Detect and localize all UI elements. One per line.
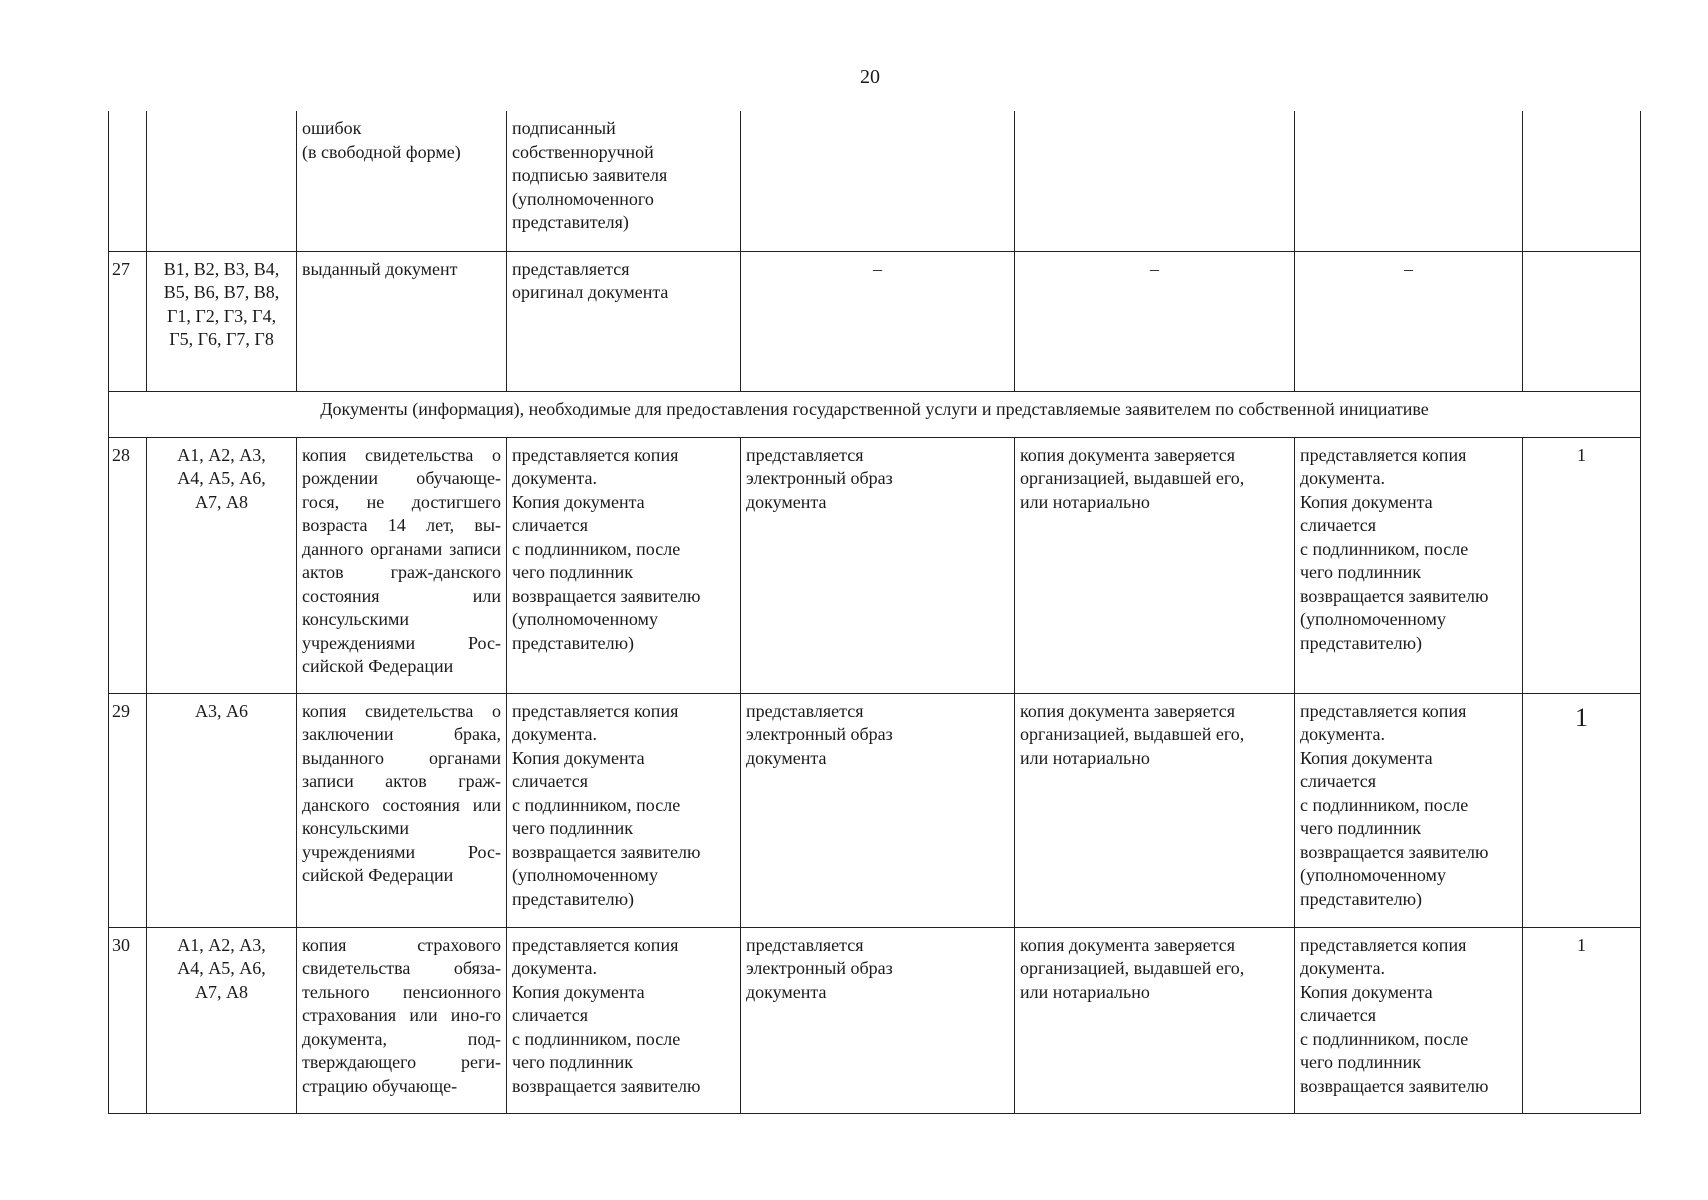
original-requirement-cell: представляется копия документа. Копия документа сличается с подлинником, после чего подлинник возвращается заявителю (уполномоченному представителю) [507,437,741,693]
count-cell: 1 [1523,693,1641,927]
table-row [109,927,1641,1113]
certification-cell: – [1015,251,1295,391]
certification-cell: копия документа заверяется организацией, выдавшей его, или нотариально [1015,693,1295,927]
row-number-cell: 27 [109,251,147,391]
electronic-requirement-cell: – [741,251,1015,391]
count-cell: 1 [1523,437,1641,693]
table-row-continuation [109,111,1641,251]
row-number-cell: 28 [109,437,147,693]
original-requirement-cell: представляется копия документа. Копия документа сличается с подлинником, после чего подлинник возвращается заявителю [507,927,741,1113]
document-name-cell: копия страхового свидетельства обяза-тельного пенсионного страхования или ино-го документа, под-тверждающего реги-страцию обучающе- [297,927,507,1113]
category-codes-cell: А1, А2, А3, А4, А5, А6, А7, А8 [147,437,297,693]
category-codes-cell: А3, А6 [147,693,297,927]
certification-cell: копия документа заверяется организацией, выдавшей его, или нотариально [1015,437,1295,693]
certification-cell: копия документа заверяется организацией, выдавшей его, или нотариально [1015,927,1295,1113]
row-number-cell: 29 [109,693,147,927]
table-row [109,693,1641,927]
section-header-row [109,391,1641,437]
document-name-cell: копия свидетельства о рождении обучающе-гося, не достигшего возраста 14 лет, вы-данного органами записи актов граж-данского состояния или консульскими учреждениями Рос-сийской Федерации [297,437,507,693]
category-codes-cell: А1, А2, А3, А4, А5, А6, А7, А8 [147,927,297,1113]
count-cell [1523,251,1641,391]
count-cell: 1 [1523,927,1641,1113]
table-row [109,251,1641,391]
copy-requirement-cell [1295,111,1523,251]
row-number-cell [109,111,147,251]
electronic-requirement-cell: представляется электронный образ документа [741,927,1015,1113]
original-requirement-cell: подписанный собственноручной подписью заявителя (уполномоченного представителя) [507,111,741,251]
original-requirement-cell: представляется оригинал документа [507,251,741,391]
copy-requirement-cell: – [1295,251,1523,391]
section-title: Документы (информация), необходимые для предоставления государственной услуги и представляемые заявителем по собственной инициативе [109,391,1641,437]
page-number: 20 [860,66,880,88]
category-codes-cell: В1, В2, В3, В4, В5, В6, В7, В8, Г1, Г2, Г3, Г4, Г5, Г6, Г7, Г8 [147,251,297,391]
original-requirement-cell: представляется копия документа. Копия документа сличается с подлинником, после чего подлинник возвращается заявителю (уполномоченному представителю) [507,693,741,927]
documents-table [108,111,1641,1114]
electronic-requirement-cell: представляется электронный образ документа [741,693,1015,927]
document-name-cell: выданный документ [297,251,507,391]
table-row [109,437,1641,693]
row-number-cell: 30 [109,927,147,1113]
copy-requirement-cell: представляется копия документа. Копия документа сличается с подлинником, после чего подлинник возвращается заявителю (уполномоченному представителю) [1295,693,1523,927]
category-codes-cell [147,111,297,251]
certification-cell [1015,111,1295,251]
copy-requirement-cell: представляется копия документа. Копия документа сличается с подлинником, после чего подлинник возвращается заявителю (уполномоченному представителю) [1295,437,1523,693]
electronic-requirement-cell: представляется электронный образ документа [741,437,1015,693]
electronic-requirement-cell [741,111,1015,251]
copy-requirement-cell: представляется копия документа. Копия документа сличается с подлинником, после чего подлинник возвращается заявителю [1295,927,1523,1113]
count-cell [1523,111,1641,251]
document-name-cell: ошибок (в свободной форме) [297,111,507,251]
document-name-cell: копия свидетельства о заключении брака, выданного органами записи актов граж-данского состояния или консульскими учреждениями Рос-сийской Федерации [297,693,507,927]
